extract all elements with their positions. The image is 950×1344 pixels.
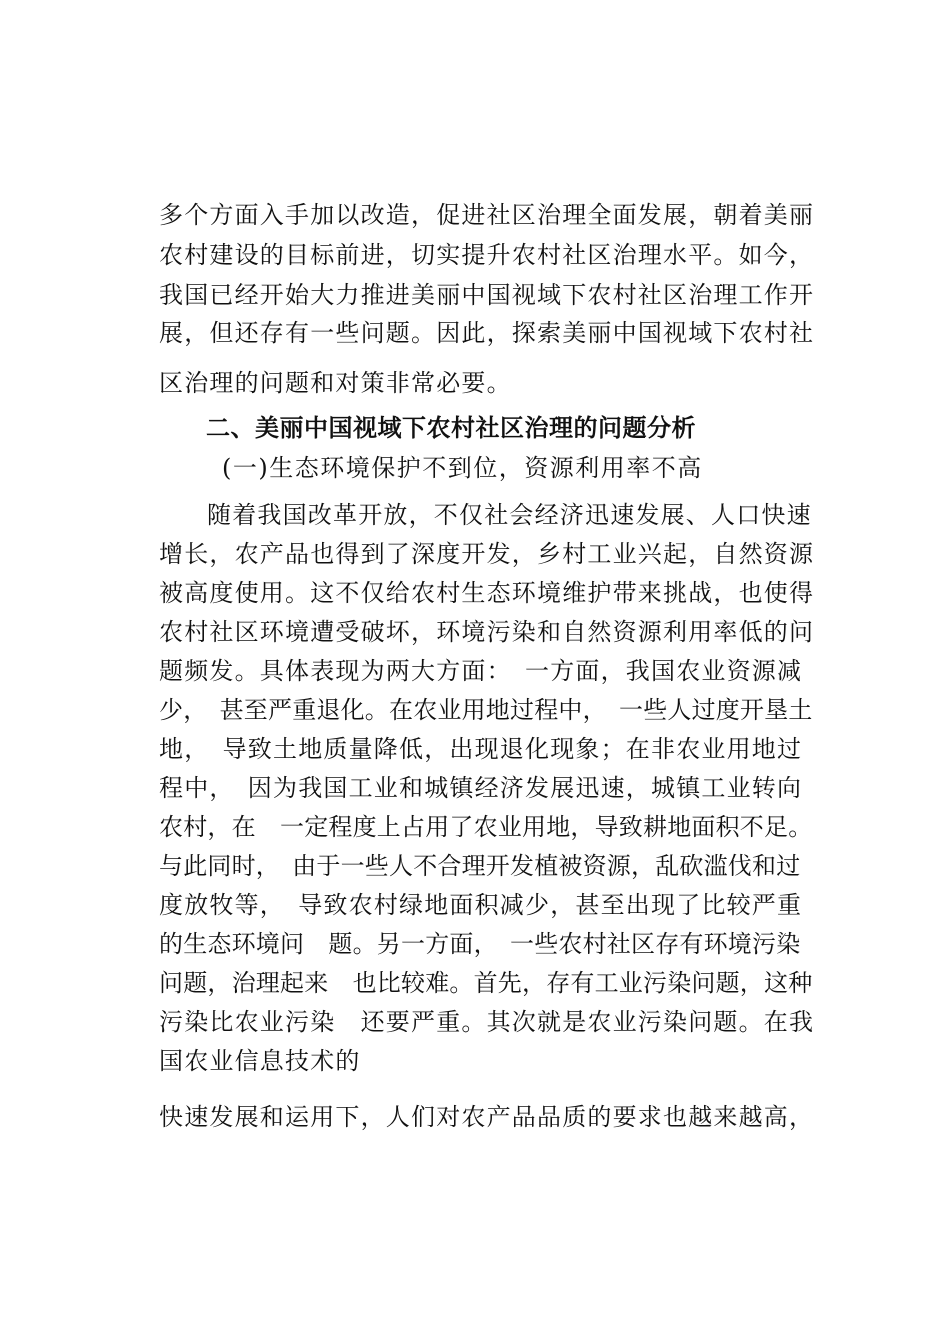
- body-line-12: 的生态环境问 题。另一方面， 一些农村社区存有环境污染: [159, 930, 801, 958]
- body-line-14: 污染比农业污染 还要严重。其次就是农业污染问题。在我: [159, 1008, 815, 1036]
- body-line-10: 与此同时， 由于一些人不合理开发植被资源，乱砍滥伐和过: [159, 852, 801, 880]
- body-line-2: 增长，农产品也得到了深度开发，乡村工业兴起，自然资源: [159, 540, 815, 568]
- body-line-3: 被高度使用。这不仅给农村生态环境维护带来挑战，也使得: [159, 579, 815, 607]
- body-line-11: 度放牧等， 导致农村绿地面积减少，甚至出现了比较严重: [159, 891, 803, 919]
- intro-line-1: 多个方面入手加以改造，促进社区治理全面发展，朝着美丽: [159, 201, 815, 229]
- intro-line-4: 展，但还存有一些问题。因此，探索美丽中国视域下农村社: [159, 319, 815, 347]
- body-line-9: 农村，在 一定程度上占用了农业用地，导致耕地面积不足。: [159, 813, 813, 841]
- section-heading: 二、美丽中国视域下农村社区治理的问题分析: [206, 414, 696, 442]
- intro-line-3: 我国已经开始大力推进美丽中国视域下农村社区治理工作开: [159, 281, 815, 309]
- subsection-heading: (一)生态环境保护不到位，资源利用率不高: [222, 454, 703, 482]
- body-line-15: 国农业信息技术的: [159, 1047, 361, 1075]
- tail-line-1: 快速发展和运用下，人们对农产品品质的要求也越来越高，: [159, 1103, 815, 1131]
- body-line-13: 问题，治理起来 也比较难。首先，存有工业污染问题，这种: [159, 969, 813, 997]
- intro-line-2: 农村建设的目标前进，切实提升农村社区治理水平。如今，: [159, 241, 815, 269]
- intro-line-5: 区治理的问题和对策非常必要。: [159, 369, 512, 397]
- body-line-6: 少， 甚至严重退化。在农业用地过程中， 一些人过度开垦土: [159, 696, 813, 724]
- body-line-7: 地， 导致土地质量降低，出现退化现象；在非农业用地过: [159, 735, 803, 763]
- body-line-5: 题频发。具体表现为两大方面： 一方面，我国农业资源减: [159, 657, 803, 685]
- body-line-4: 农村社区环境遭受破坏，环境污染和自然资源利用率低的问: [159, 618, 815, 646]
- body-line-1: 随着我国改革开放，不仅社会经济迅速发展、人口快速: [207, 501, 812, 529]
- body-line-8: 程中， 因为我国工业和城镇经济发展迅速，城镇工业转向: [159, 774, 803, 802]
